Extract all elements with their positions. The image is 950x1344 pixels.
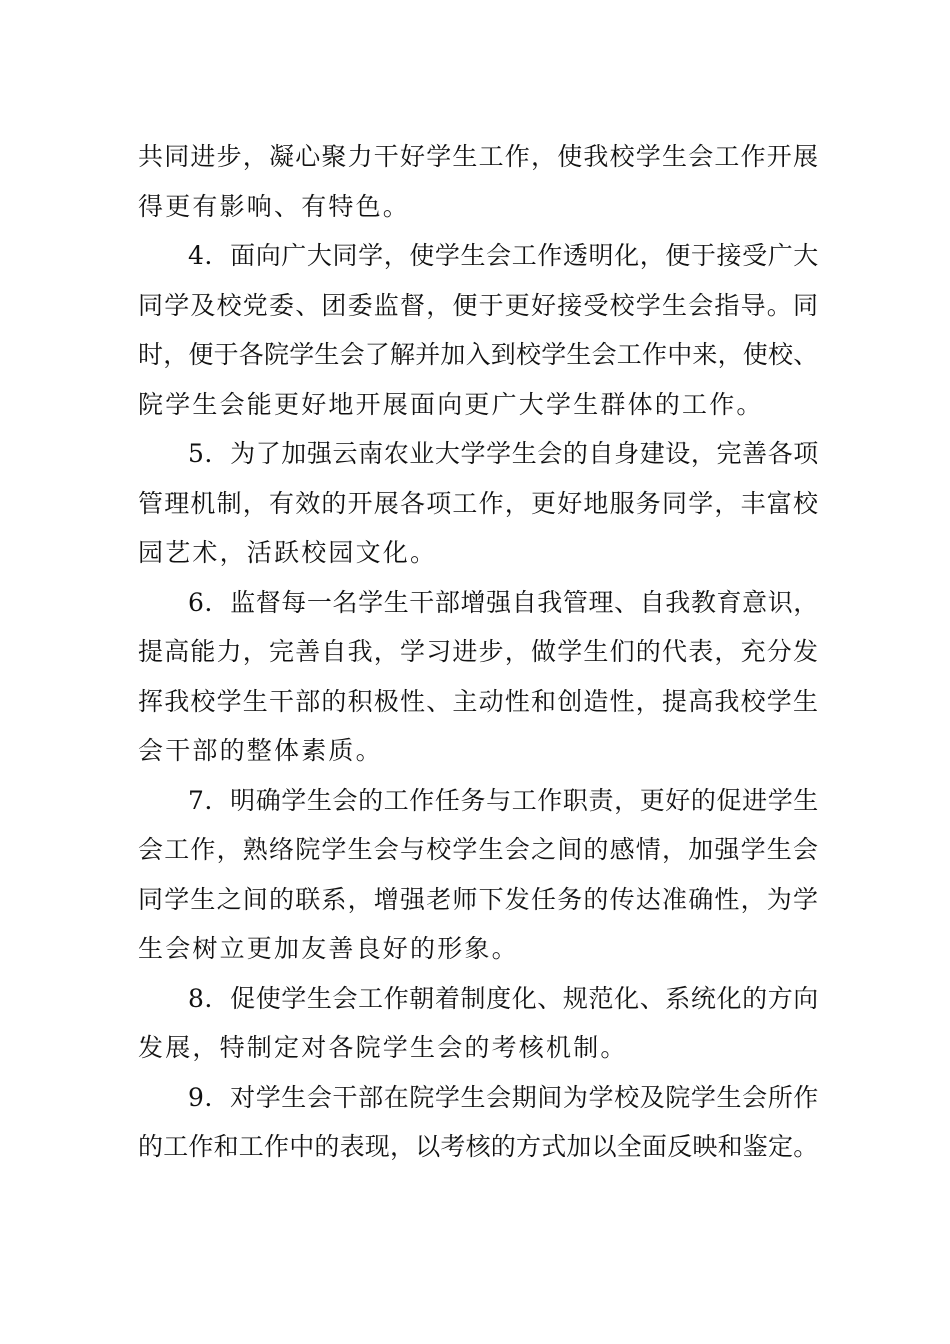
paragraph-item-7 xyxy=(138,776,822,974)
text-line: 提高能力，完善自我，学习进步，做学生们的代表，充分发 xyxy=(138,637,820,666)
text-line: 共同进步，凝心聚力干好学生工作，使我校学生会工作开展 xyxy=(138,142,820,171)
document-body xyxy=(138,132,822,1172)
text-line: 管理机制，有效的开展各项工作，更好地服务同学，丰富校 xyxy=(138,488,820,518)
text-line: 会干部的整体素质。 xyxy=(138,736,383,765)
text-line: 时，便于各院学生会了解并加入到校学生会工作中来，使校、 xyxy=(138,340,819,369)
text-line: 6．监督每一名学生干部增强自我管理、自我教育意识， xyxy=(188,587,819,617)
text-line: 9．对学生会干部在院学生会期间为学校及院学生会所作 xyxy=(188,1082,819,1112)
text-line: 的工作和工作中的表现，以考核的方式加以全面反映和鉴定。 xyxy=(138,1132,819,1161)
paragraph-item-5 xyxy=(138,429,822,578)
paragraph-item-6 xyxy=(138,578,822,776)
text-line: 挥我校学生干部的积极性、主动性和创造性，提高我校学生 xyxy=(138,686,820,716)
text-line: 发展，特制定对各院学生会的考核机制。 xyxy=(138,1033,628,1062)
text-line: 7．明确学生会的工作任务与工作职责，更好的促进学生 xyxy=(188,785,819,815)
text-line: 同学及校党委、团委监督，便于更好接受校学生会指导。同 xyxy=(138,290,820,320)
paragraph-item-4 xyxy=(138,231,822,429)
text-line: 5．为了加强云南农业大学学生会的自身建设，完善各项 xyxy=(188,439,819,468)
text-line: 生会树立更加友善良好的形象。 xyxy=(138,934,519,963)
paragraph-item-9 xyxy=(138,1073,822,1172)
paragraph-item-8 xyxy=(138,974,822,1073)
text-line: 同学生之间的联系，增强老师下发任务的传达准确性，为学 xyxy=(138,884,820,914)
text-line: 园艺术，活跃校园文化。 xyxy=(138,538,438,567)
text-line: 4．面向广大同学，使学生会工作透明化，便于接受广大 xyxy=(188,241,819,270)
text-line: 得更有影响、有特色。 xyxy=(138,191,411,221)
text-line: 8．促使学生会工作朝着制度化、规范化、系统化的方向 xyxy=(188,983,819,1013)
text-line: 院学生会能更好地开展面向更广大学生群体的工作。 xyxy=(138,389,764,419)
paragraph-continuation xyxy=(138,132,822,231)
text-line: 会工作，熟络院学生会与校学生会之间的感情，加强学生会 xyxy=(138,835,820,864)
